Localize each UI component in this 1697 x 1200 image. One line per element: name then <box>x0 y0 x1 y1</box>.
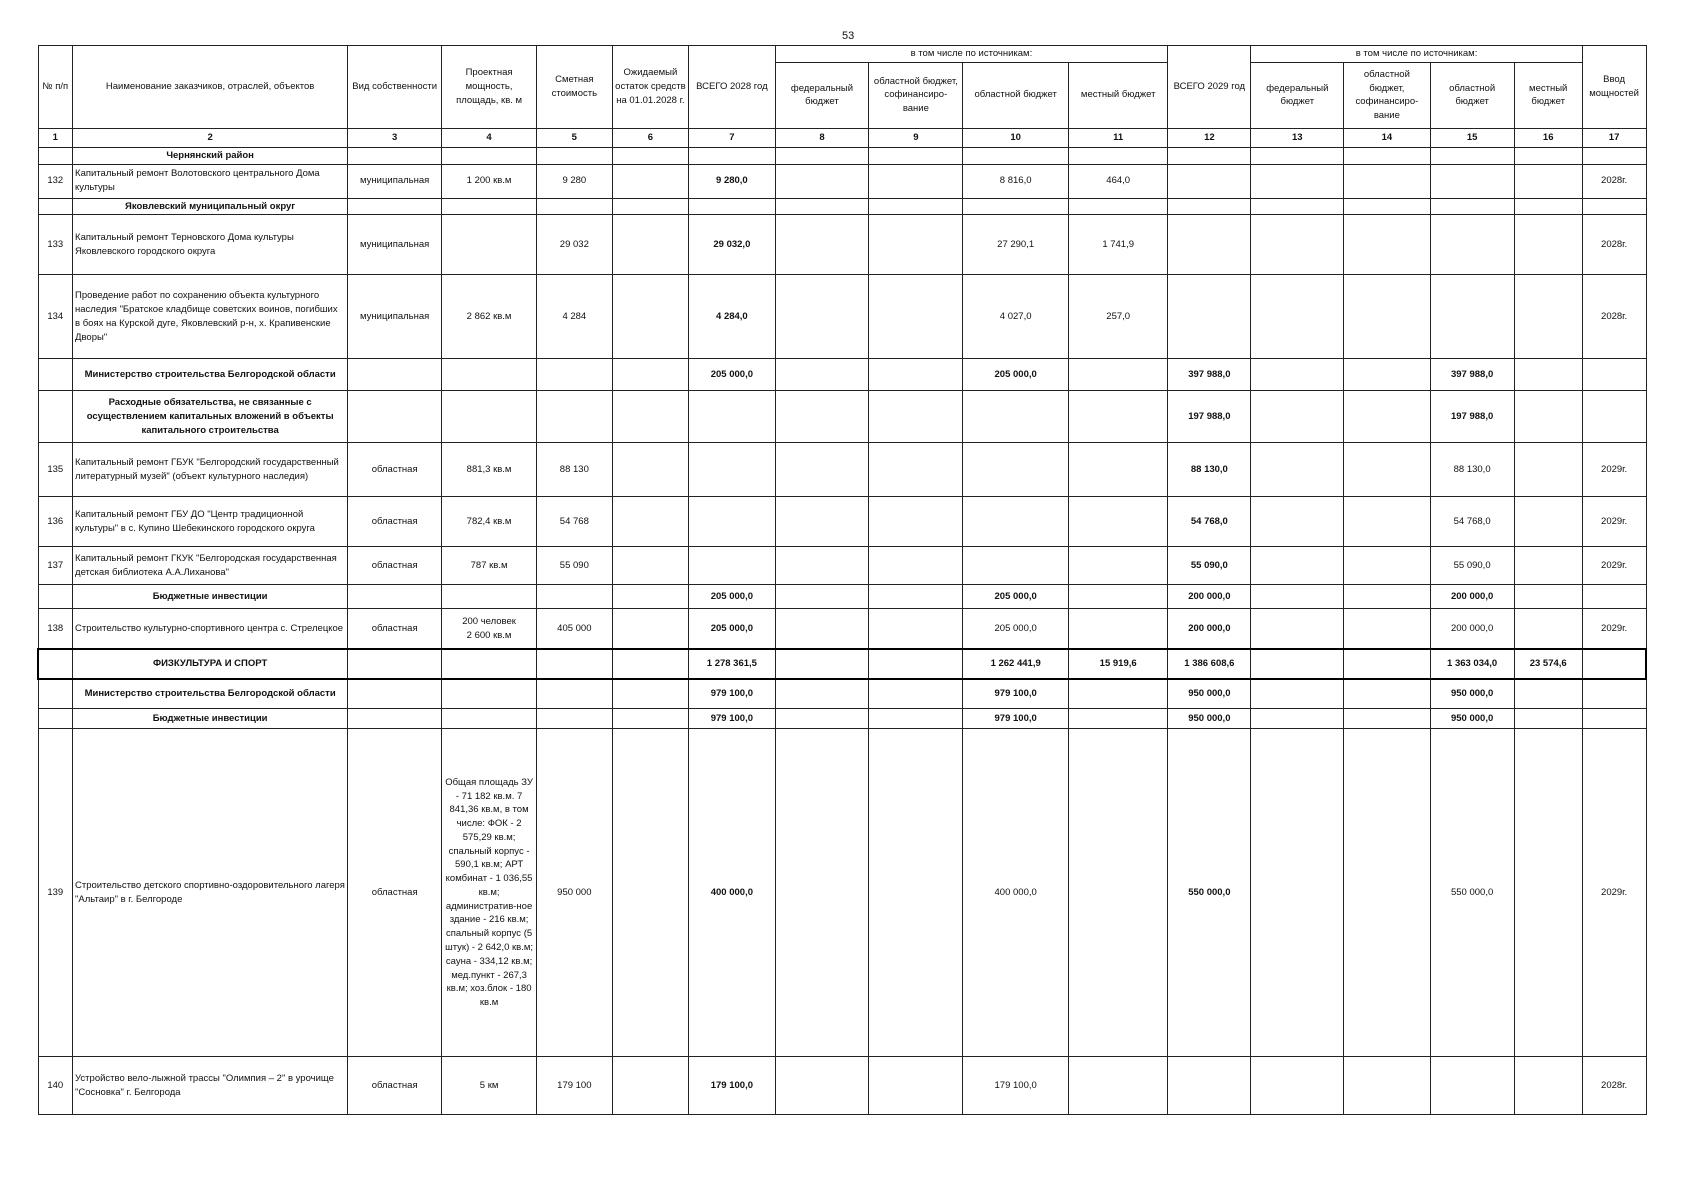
table-row: 132 Капитальный ремонт Волотовского центрального Дома культуры муниципальная 1 200 кв.м 9 280 9 280,0 8 816,0 464,0 2028г. <box>38 164 1646 198</box>
table-row: 137 Капитальный ремонт ГКУК "Белгородская государственная детская библиотека А.А.Лиханова" областная 787 кв.м 55 090 55 090,0 55 090,0 2029г. <box>38 547 1646 585</box>
page-number: 53 <box>842 30 855 42</box>
table-row: 140 Устройство вело-лыжной трассы "Олимпия – 2" в урочище "Сосновка" г. Белгорода областная 5 км 179 100 179 100,0 179 100,0 2028г. <box>38 1057 1646 1115</box>
table-row: 134 Проведение работ по сохранению объекта культурного наследия "Братское кладбище советских воинов, погибших в боях на Курской дуге, Яковлевский р-н, х. Крапивенские Дворы" муниципальная 2 862 кв.м 4 284 4 284,0 4 027,0 257,0 2028г. <box>38 275 1646 359</box>
col-header-cost: Сметная стоимость <box>537 46 613 129</box>
col-header-local-2028: местный бюджет <box>1069 62 1168 128</box>
col-header-sources-2028: в том числе по источникам: <box>775 46 1168 63</box>
subtotal-row: Министерство строительства Белгородской области 205 000,0 205 000,0 397 988,0 397 988,0 <box>38 359 1646 391</box>
section-total-row: ФИЗКУЛЬТУРА И СПОРТ 1 278 361,5 1 262 441,9 15 919,6 1 386 608,6 1 363 034,0 23 574,6 <box>38 649 1646 679</box>
table-row: 135 Капитальный ремонт ГБУК "Белгородский государственный литературный музей" (объект культурного наследия) областная 881,3 кв.м 88 130 88 130,0 88 130,0 2029г. <box>38 443 1646 497</box>
col-header-remainder: Ожидаемый остаток средств на 01.01.2028 г. <box>612 46 689 129</box>
subtotal-row: Бюджетные инвестиции 979 100,0 979 100,0 950 000,0 950 000,0 <box>38 709 1646 729</box>
investment-table <box>37 45 1647 1115</box>
col-header-federal-2029: федеральный бюджет <box>1251 62 1344 128</box>
col-header-name: Наименование заказчиков, отраслей, объектов <box>73 46 348 129</box>
section-row <box>38 147 1646 164</box>
col-header-regional-2029: областной бюджет <box>1430 62 1514 128</box>
subtotal-row: Расходные обязательства, не связанные с осуществлением капитальных вложений в объекты капитального строительства 197 988,0 197 988,0 <box>38 391 1646 443</box>
col-header-federal-2028: федеральный бюджет <box>775 62 869 128</box>
col-header-commissioning: Ввод мощностей <box>1582 46 1646 129</box>
col-header-cofin-2028: областной бюджет, софинансиро- вание <box>869 62 963 128</box>
table-row: 138 Строительство культурно-спортивного центра с. Стрелецкое областная 200 человек 2 600 кв.м 405 000 205 000,0 205 000,0 200 000,0 200 000,0 2029г. <box>38 609 1646 649</box>
section-title: ФИЗКУЛЬТУРА И СПОРТ <box>73 649 348 679</box>
section-row <box>38 198 1646 215</box>
col-header-total-2028: ВСЕГО 2028 год <box>689 46 775 129</box>
subtotal-row: Министерство строительства Белгородской области 979 100,0 979 100,0 950 000,0 950 000,0 <box>38 679 1646 709</box>
col-header-capacity: Проектная мощность, площадь, кв. м <box>442 46 537 129</box>
col-header-num: № п/п <box>38 46 73 129</box>
col-header-local-2029: местный бюджет <box>1514 62 1582 128</box>
section-title: Чернянский район <box>73 147 348 164</box>
column-number-row: 1 2 3 4 5 6 7 8 9 10 11 12 13 14 15 16 17 <box>38 128 1646 147</box>
subtotal-row: Бюджетные инвестиции 205 000,0 205 000,0 200 000,0 200 000,0 <box>38 585 1646 609</box>
table-row: 136 Капитальный ремонт ГБУ ДО "Центр традиционной культуры" в с. Купино Шебекинского городского округа областная 782,4 кв.м 54 768 54 768,0 54 768,0 2029г. <box>38 497 1646 547</box>
section-title: Яковлевский муниципальный округ <box>73 198 348 215</box>
col-header-regional-2028: областной бюджет <box>963 62 1069 128</box>
col-header-cofin-2029: областной бюджет, софинансиро- вание <box>1344 62 1430 128</box>
col-header-sources-2029: в том числе по источникам: <box>1251 46 1582 63</box>
table-row: 133 Капитальный ремонт Терновского Дома культуры Яковлевского городского округа муниципальная 29 032 29 032,0 27 290,1 1 741,9 2028г. <box>38 215 1646 275</box>
col-header-total-2029: ВСЕГО 2029 год <box>1168 46 1251 129</box>
col-header-ownership: Вид собственности <box>348 46 442 129</box>
table-row: 139 Строительство детского спортивно-оздоровительного лагеря "Альтаир" в г. Белгороде областная Общая площадь ЗУ - 71 182 кв.м. 7 841,36 кв.м, в том числе: ФОК - 2 575,29 кв.м; спальный корпус - 590,1 кв.м; АРТ комбинат - 1 036,55 кв.м; административ-ное здание - 216 кв.м; спальный корпус (5 штук) - 2 642,0 кв.м; сауна - 334,12 кв.м; мед.пункт - 267,3 кв.м; хоз.блок - 180 кв.м 950 000 400 000,0 400 000,0 550 000,0 550 000,0 2029г. <box>38 729 1646 1057</box>
